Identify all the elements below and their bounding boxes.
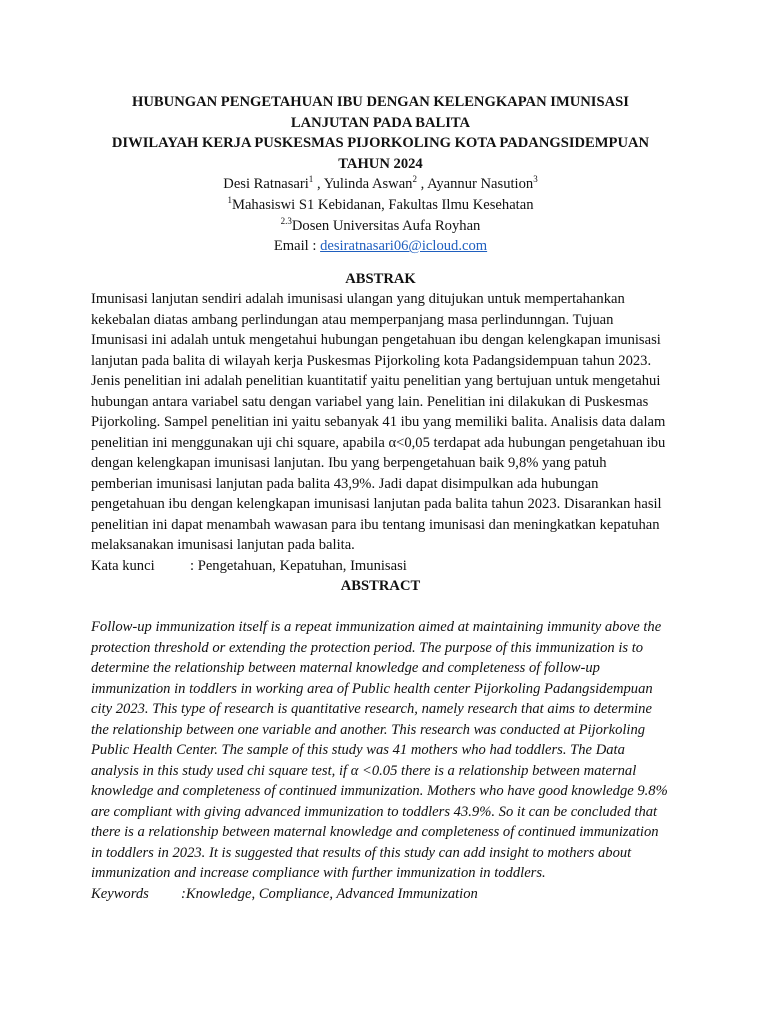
author-2-sup: 2 bbox=[412, 174, 417, 185]
author-1-name: Desi Ratnasari bbox=[223, 176, 309, 193]
title-line-1: HUBUNGAN PENGETAHUAN IBU DENGAN KELENGKAPAN IMUNISASI bbox=[132, 94, 629, 110]
author-3-sup: 3 bbox=[533, 174, 538, 185]
abstract-body: Follow-up immunization itself is a repeat immunization aimed at maintaining immunity above the protection threshold or extending the protection period. The purpose of this immunization is to determine the relationship between maternal knowledge and completeness of follow-up immunization in toddlers in working area of Public health center Pijorkoling Padangsidempuan city 2023. This type of research is quantitative research, namely research that aims to determine the relationship between one variable and another. This research was conducted at Pijorkoling Public Health Center. The sample of this study was 41 mothers who had toddlers. The Data analysis in this study used chi square test, if α <0.05 there is a relationship between maternal knowledge and completeness of continued immunization. Mothers who have good knowledge 9.8% are compliant with giving advanced immunization to toddlers 43.9%. So it can be concluded that there is a relationship between maternal knowledge and completeness of continued immunization in toddlers in 2023. It is suggested that results of this study can add insight to mothers about immunization and increase compliance with further immunization in toddlers. bbox=[91, 619, 668, 882]
author-3-name: , Ayannur Nasution bbox=[416, 176, 534, 193]
author-1-sup: 1 bbox=[308, 174, 314, 185]
title-line-2: LANJUTAN PADA BALITA bbox=[290, 114, 471, 131]
abstract-heading: ABSTRACT bbox=[340, 578, 421, 595]
abstrak-keywords-label: Kata kunci bbox=[91, 557, 155, 574]
author-line bbox=[91, 174, 670, 195]
abstrak-body: Imunisasi lanjutan sendiri adalah imunisasi ulangan yang ditujukan untuk mempertahankan kekebalan diatas ambang perlindungan atau memperpanjang masa perlindunngan. Tujuan Imunisasi ini adalah untuk mengetahui hubungan pengetahuan ibu dengan kelengkapan imunisasi lanjutan pada balita di wilayah kerja Puskesmas Pijorkoling kota Padangsidempuan tahun 2023. Jenis penelitian ini adalah penelitian kuantitatif yaitu penelitian yang bertujuan untuk mengetahui hubungan antara variabel satu dengan variabel yang lain. Penelitian ini dilakukan di Puskesmas Pijorkoling. Sampel penelitian ini yaitu sebanyak 41 ibu yang memiliki balita. Analisis data dalam penelitian ini menggunakan uji chi square, apabila α<0,05 terdapat ada hubungan pengetahuan ibu dengan kelengkapan imunisasi lanjutan. Ibu yang berpengetahuan baik 9,8% yang patuh pemberian imunisasi lanjutan pada balita 43,9%. Jadi dapat disimpulkan ada hubungan pengetahuan ibu dengan kelengkapan imunisasi lanjutan pada balita tahun 2023. Disarankan hasil penelitian ini dapat menambah wawasan para ibu tentang imunisasi dan meningkatkan kepatuhan melaksanakan imunisasi lanjutan pada balita. bbox=[91, 291, 666, 554]
abstrak-keywords-value: : Pengetahuan, Kepatuhan, Imunisasi bbox=[190, 557, 407, 574]
email-line bbox=[91, 236, 670, 257]
affiliation-1 bbox=[91, 195, 670, 216]
title-line-4: TAHUN 2024 bbox=[338, 155, 423, 172]
title-line-3: DIWILAYAH KERJA PUSKESMAS PIJORKOLING KOTA PADANGSIDEMPUAN bbox=[111, 135, 650, 152]
affiliation-2-text: Dosen Universitas Aufa Royhan bbox=[291, 217, 481, 234]
affiliation-2-sup: 2.3 bbox=[280, 215, 292, 226]
abstrak-keywords bbox=[91, 556, 670, 577]
abstract-keywords-label: Keywords bbox=[91, 885, 149, 902]
author-2-name: , Yulinda Aswan bbox=[313, 176, 413, 193]
affiliation-2 bbox=[91, 216, 670, 237]
abstract-keywords bbox=[91, 884, 670, 905]
abstract-keywords-value: :Knowledge, Compliance, Advanced Immunization bbox=[181, 885, 478, 902]
affiliation-1-text: Mahasiswi S1 Kebidanan, Fakultas Ilmu Kesehatan bbox=[231, 196, 534, 213]
affiliation-1-sup: 1 bbox=[227, 195, 232, 206]
email-label: Email : bbox=[273, 238, 321, 255]
abstrak-heading: ABSTRAK bbox=[345, 270, 416, 287]
paper-title bbox=[91, 92, 670, 174]
email-link[interactable]: desiratnasari06@icloud.com bbox=[320, 238, 488, 255]
